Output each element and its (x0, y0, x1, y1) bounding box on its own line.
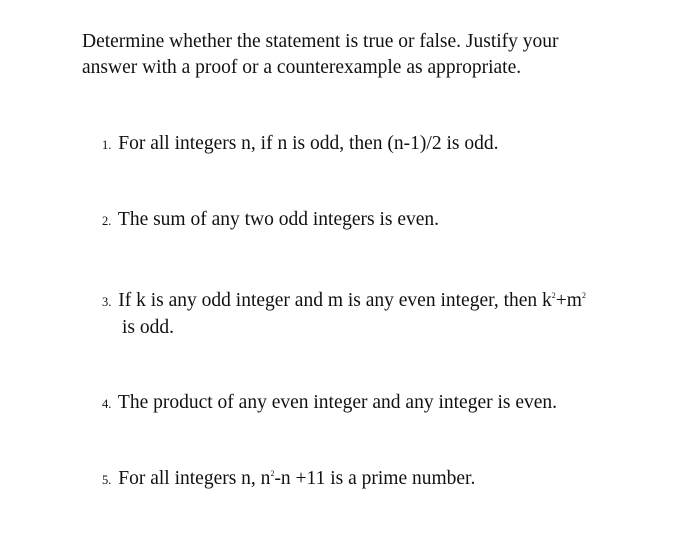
question-3-exponent-2: 2 (581, 291, 586, 300)
question-3-text-b: +m (555, 290, 582, 311)
instructions-paragraph (82, 29, 662, 81)
instructions-line-2: answer with a proof or a counterexample as appropriate. (82, 57, 522, 78)
question-3-text-a: If k is any odd integer and m is any even integer, then k (118, 290, 552, 311)
question-2 (102, 207, 662, 234)
question-4-number: 4. (102, 397, 112, 411)
question-3-exponent-1: 2 (551, 291, 556, 300)
question-3-text-c: is odd. (122, 317, 175, 338)
question-5 (102, 466, 662, 493)
question-5-exponent: 2 (270, 469, 275, 478)
question-2-number: 2. (102, 214, 112, 228)
question-3-number: 3. (102, 295, 112, 309)
question-1-number: 1. (102, 138, 112, 152)
question-5-text-a: For all integers n, n (118, 468, 271, 489)
question-3 (102, 288, 662, 341)
question-4-text: The product of any even integer and any integer is even. (117, 392, 558, 413)
question-2-text: The sum of any two odd integers is even. (117, 209, 440, 230)
instructions-line-1: Determine whether the statement is true or false. Justify your (82, 31, 559, 52)
question-4 (102, 390, 662, 417)
question-5-number: 5. (102, 473, 112, 487)
question-1 (102, 131, 662, 158)
question-5-text-b: -n +11 is a prime number. (274, 468, 476, 489)
question-1-text: For all integers n, if n is odd, then (n-1)/2 is odd. (118, 133, 499, 154)
